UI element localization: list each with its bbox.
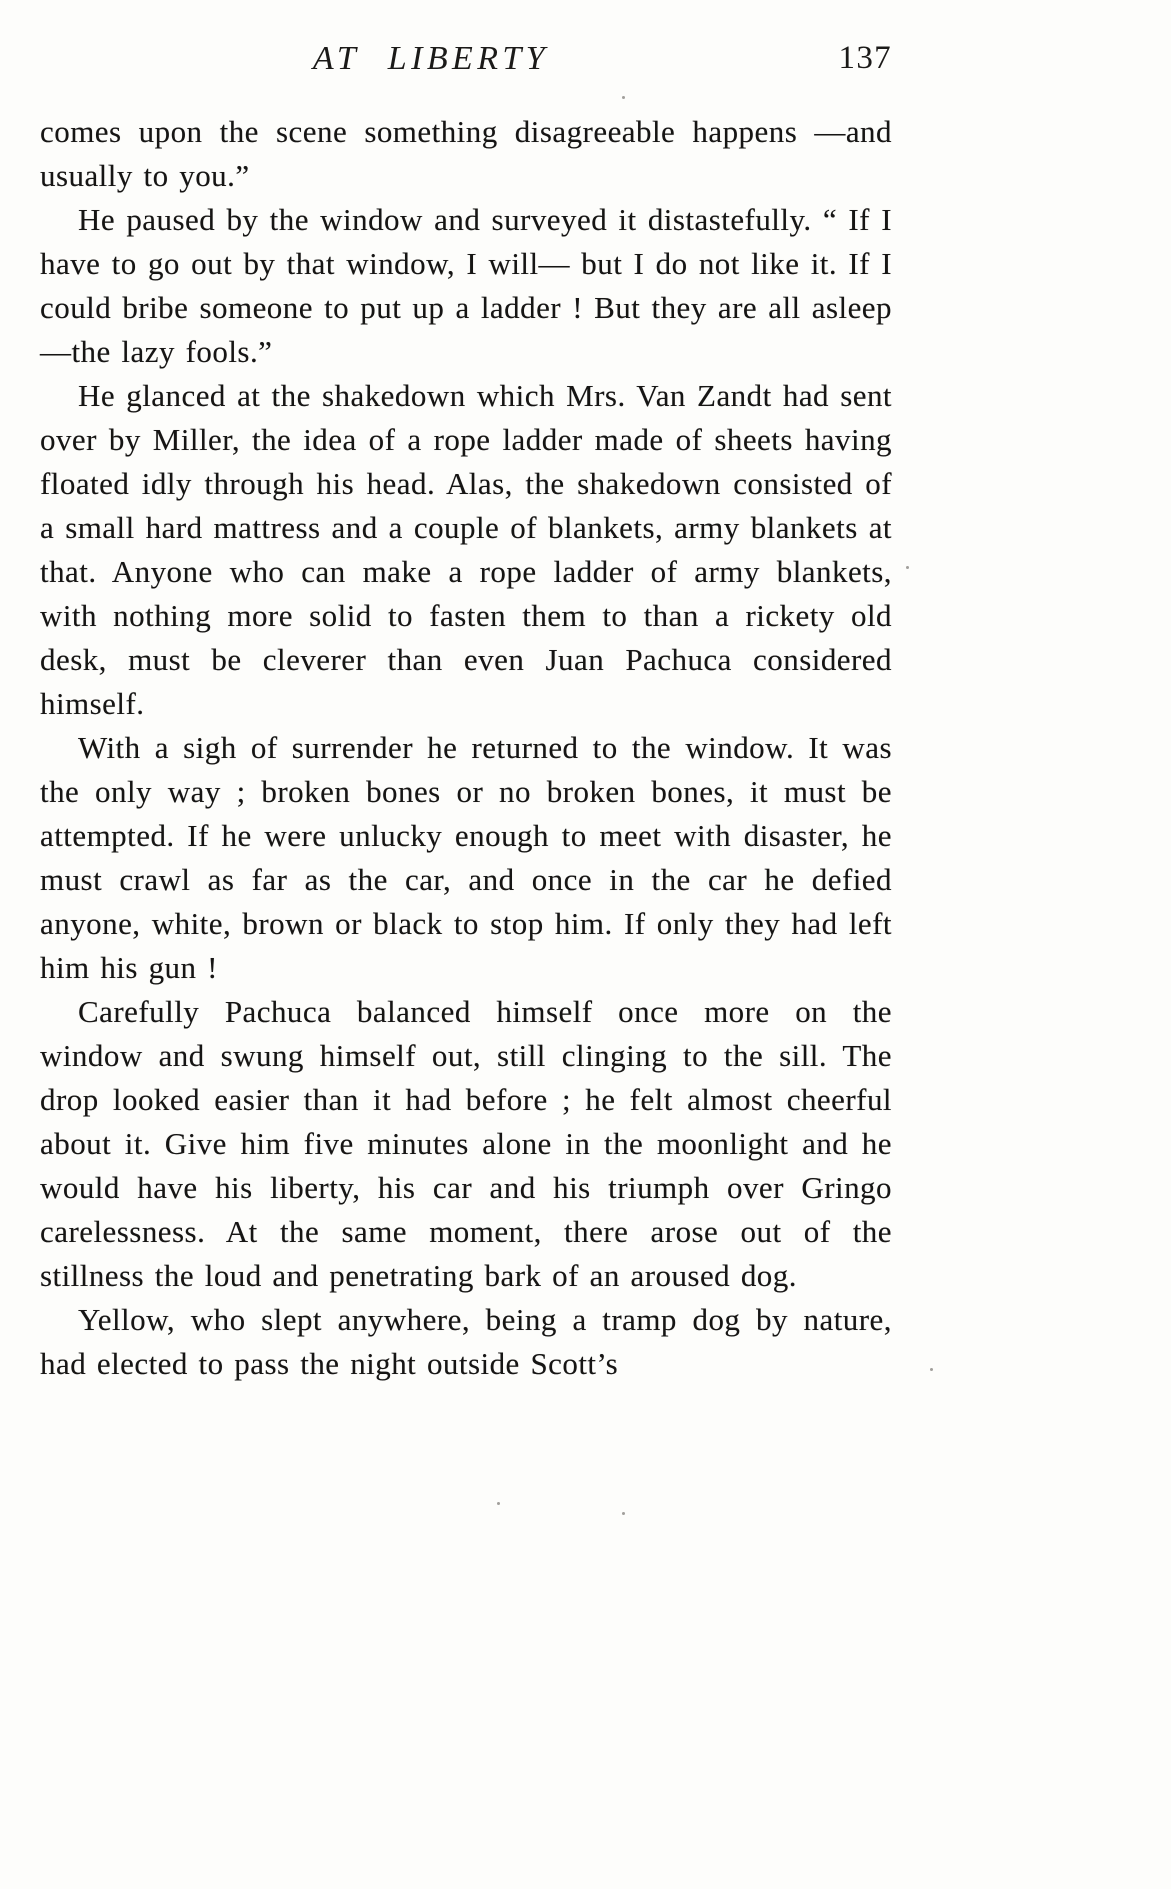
paragraph-4: With a sigh of surrender he returned to the window. It was the only way ; broken bones or no broken bones, it must be attempted. If he were unlucky enough to meet with disaster, he must crawl as far as the car, and once in the car he defied anyone, white, brown or black to stop him. If only they had left him his gun ! [40, 730, 892, 985]
paragraph-1: comes upon the scene something disagreeable happens —and usually to you.” [40, 114, 892, 193]
scan-speck [930, 1368, 933, 1371]
scan-speck [622, 96, 625, 99]
text-block [40, 110, 892, 1386]
paragraph-6: Yellow, who slept anywhere, being a tramp dog by nature, had elected to pass the night outside Scott’s [40, 1302, 892, 1381]
running-head-title: AT LIBERTY [312, 40, 550, 77]
running-head [40, 40, 892, 88]
scan-speck [497, 1502, 500, 1505]
paragraph-5: Carefully Pachuca balanced himself once more on the window and swung himself out, still clinging to the sill. The drop looked easier than it had before ; he felt almost cheerful about it. Give him five minutes alone in the moonlight and he would have his liberty, his car and his triumph over Gringo carelessness. At the same moment, there arose out of the stillness the loud and penetrating bark of an aroused dog. [40, 994, 892, 1293]
page-number: 137 [838, 40, 892, 76]
scan-speck [622, 1512, 625, 1515]
paragraph-2: He paused by the window and surveyed it distastefully. “ If I have to go out by that window, I will— but I do not like it. If I could bribe someone to put up a ladder ! But they are all asleep—the lazy fools.” [40, 202, 892, 369]
scan-speck [906, 566, 909, 569]
paragraph-3: He glanced at the shakedown which Mrs. Van Zandt had sent over by Miller, the idea of a rope ladder made of sheets having floated idly through his head. Alas, the shakedown consisted of a small hard mattress and a couple of blankets, army blankets at that. Anyone who can make a rope ladder of army blankets, with nothing more solid to fasten them to than a rickety old desk, must be cleverer than even Juan Pachuca considered himself. [40, 378, 892, 721]
